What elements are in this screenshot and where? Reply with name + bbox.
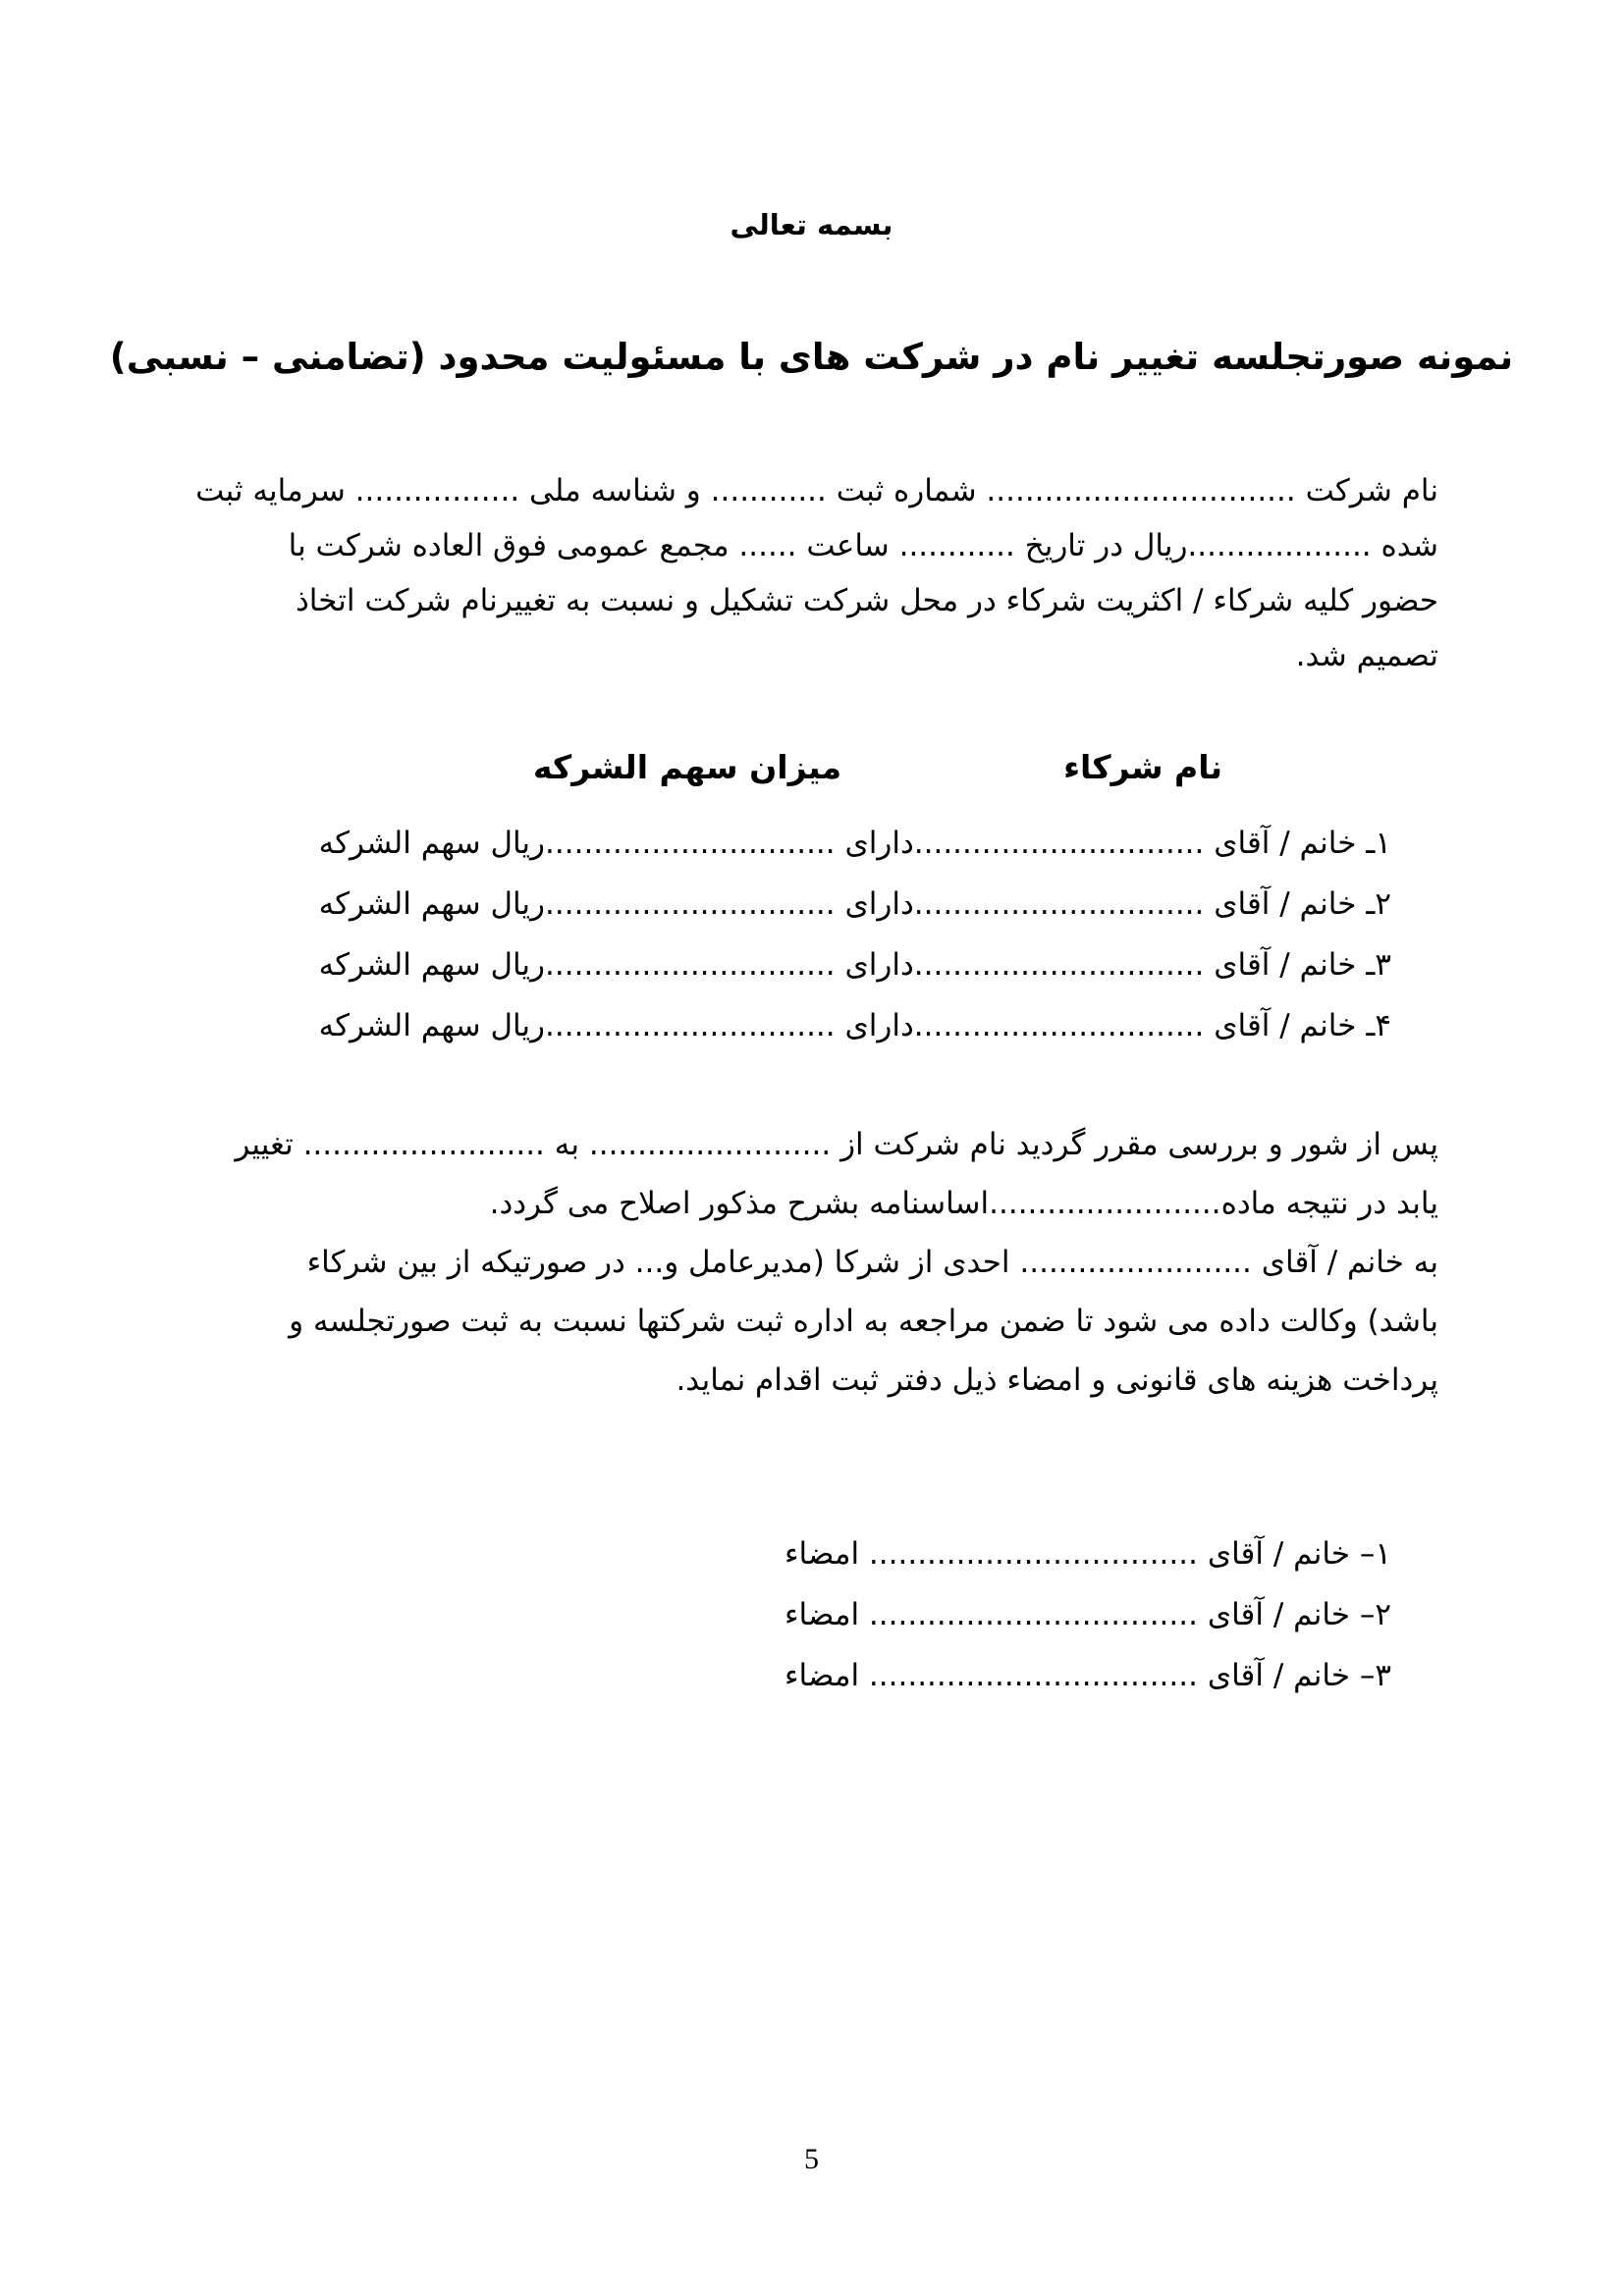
signature-row: ۲– خانم / آقای .................................. امضاء	[784, 1597, 1391, 1632]
intro-line: حضور کلیه شرکاء / اکثریت شرکاء در محل شرکت تشکیل و نسبت به تغییرنام شرکت اتخاذ	[295, 583, 1438, 618]
intro-line: شده ...................ریال در تاریخ ............ ساعت ...... مجمع عمومی فوق العاده شرکت با	[288, 528, 1438, 563]
page-number: 5	[804, 2143, 819, 2175]
intro-paragraph	[195, 463, 1438, 683]
partner-list	[318, 813, 1391, 1056]
decision-line: باشد) وکالت داده می شود تا ضمن مراجعه به اداره ثبت شرکتها نسبت به ثبت صورتجلسه و	[289, 1304, 1438, 1339]
decision-line: پس از شور و بررسی مقرر گردید نام شرکت از ......................... به ......................... تغییر	[235, 1127, 1438, 1162]
partner-name-header: نام شرکاء	[1063, 748, 1222, 786]
partner-row: ۲ـ خانم / آقای ..............................دارای ..............................ریال سهم الشرکه	[318, 886, 1391, 922]
share-amount-header: میزان سهم الشرکه	[532, 748, 841, 786]
partner-row: ۴ـ خانم / آقای ..............................دارای ..............................ریال سهم الشرکه	[318, 1008, 1391, 1043]
decision-paragraph	[209, 1115, 1438, 1410]
document-title: نمونه صورتجلسه تغییر نام در شرکت های با مسئولیت محدود (تضامنی – نسبی)	[109, 336, 1514, 378]
signature-row: ۳– خانم / آقای .................................. امضاء	[784, 1658, 1391, 1693]
decision-line: یابد در نتیجه ماده........................اساسنامه بشرح مذکور اصلاح می گردد.	[489, 1186, 1438, 1221]
partner-row: ۳ـ خانم / آقای ..............................دارای ..............................ریال سهم الشرکه	[318, 947, 1391, 983]
intro-line: نام شرکت ................................ شماره ثبت ............ و شناسه ملی ................. سرمایه ثبت	[195, 473, 1438, 508]
decision-line: به خانم / آقای ........................ احدی از شرکا (مدیرعامل و... در صورتیکه از بین شرکاء	[306, 1245, 1438, 1280]
intro-line: تصمیم شد.	[1295, 638, 1438, 673]
signature-list	[409, 1523, 1391, 1706]
partner-row: ۱ـ خانم / آقای ..............................دارای ..............................ریال سهم الشرکه	[318, 826, 1391, 861]
signature-row: ۱– خانم / آقای .................................. امضاء	[784, 1536, 1391, 1572]
basmala-heading: بسمه تعالی	[730, 208, 893, 241]
decision-line: پرداخت هزینه های قانونی و امضاء ذیل دفتر ثبت اقدام نماید.	[676, 1362, 1438, 1398]
